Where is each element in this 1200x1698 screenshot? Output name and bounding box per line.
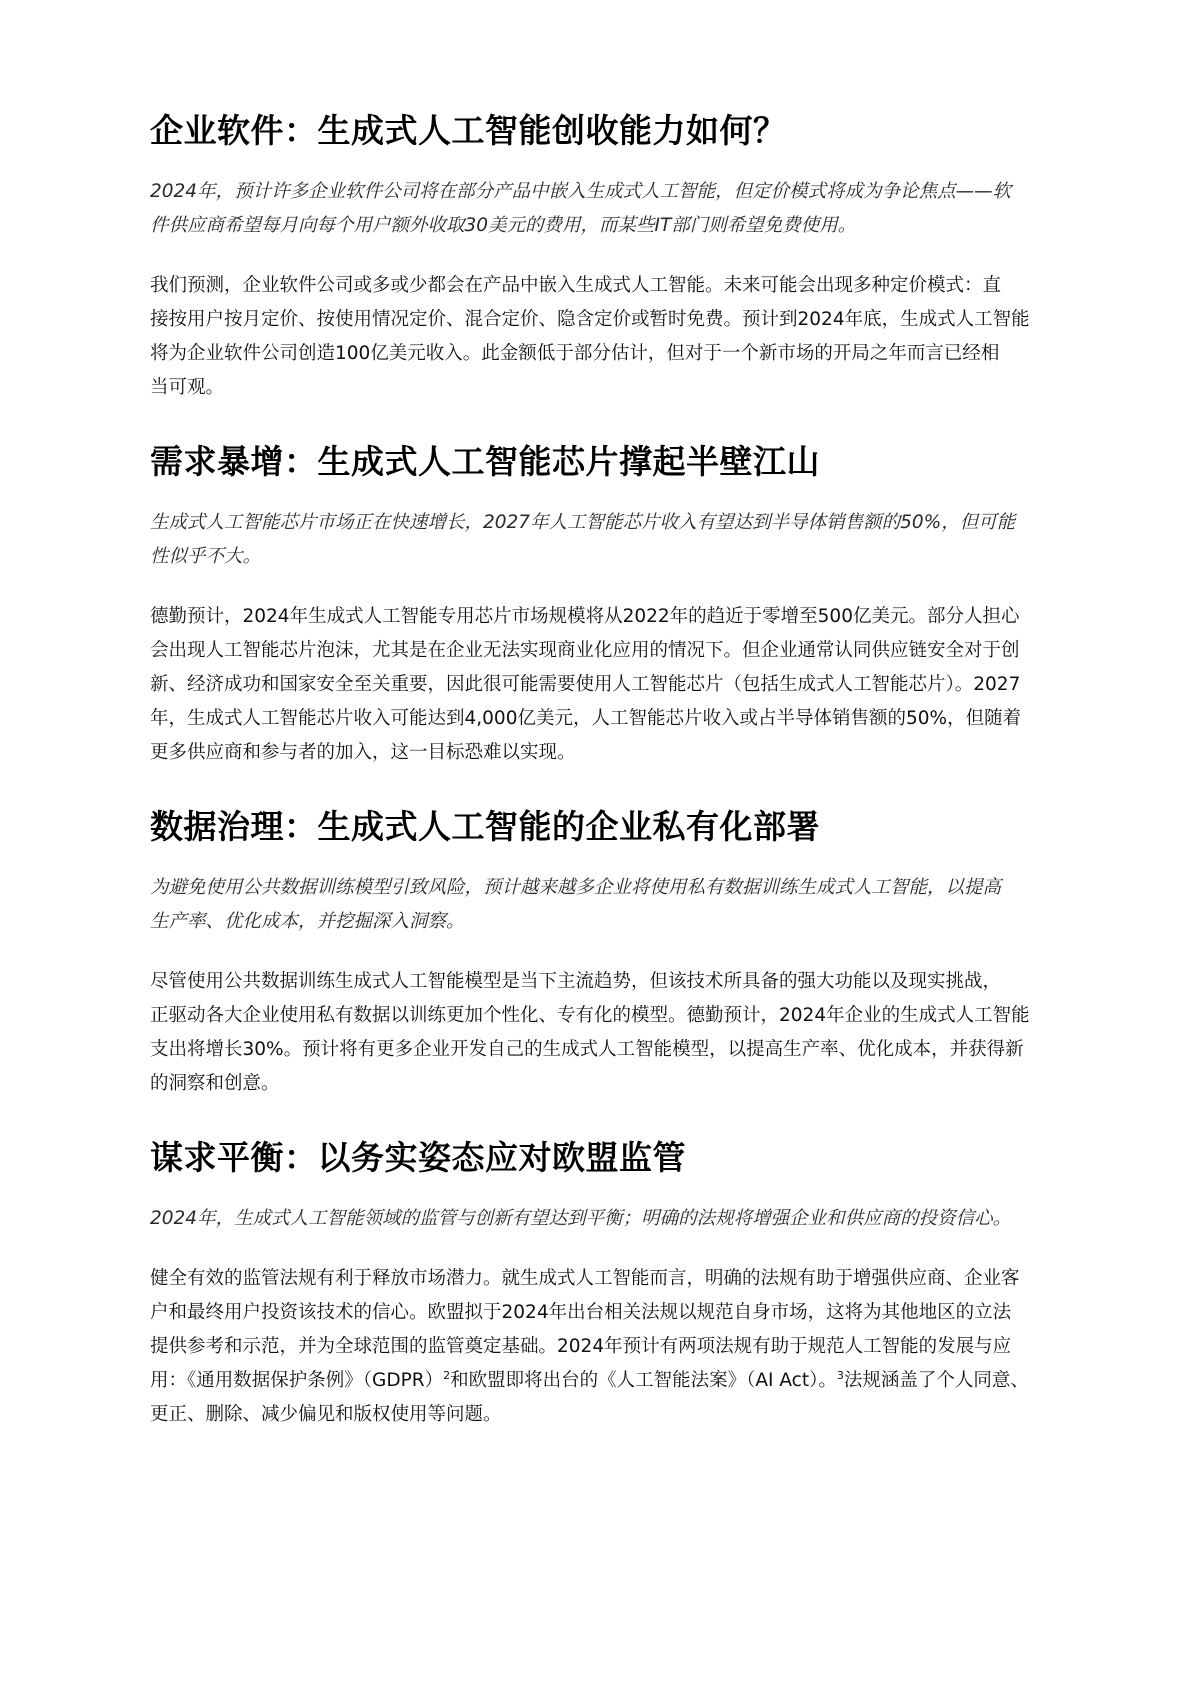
- section-summary: [150, 175, 1080, 243]
- text-line: 的洞察和创意。: [150, 1073, 280, 1094]
- text-line: 新、经济成功和国家安全至关重要，因此很可能需要使用人工智能芯片（包括生成式人工智能芯片）。2027: [150, 674, 1021, 695]
- footnote-ref-3[interactable]: 3: [836, 1368, 844, 1382]
- section-heading-enterprise-software: 企业软件：生成式人工智能创收能力如何？: [150, 111, 787, 150]
- text-line: 正驱动各大企业使用私有数据以训练更加个性化、专有化的模型。德勤预计，2024年企业的生成式人工智能: [150, 1005, 1030, 1026]
- text-fragment: 用：《通用数据保护条例》（GDPR）: [150, 1370, 444, 1391]
- text-line: 为避免使用公共数据训练模型引致风险，预计越来越多企业将使用私有数据训练生成式人工智能，以提高: [150, 877, 1002, 898]
- section-summary: [150, 871, 1080, 939]
- text-line: 生产率、优化成本，并挖掘深入洞察。: [150, 911, 465, 932]
- section-heading-eu-regulation: 谋求平衡：以务实姿态应对欧盟监管: [150, 1138, 686, 1177]
- section-body: [150, 600, 1080, 770]
- text-line: 更正、删除、减少偏见和版权使用等问题。: [150, 1404, 502, 1425]
- text-line: 将为企业软件公司创造100亿美元收入。此金额低于部分估计，但对于一个新市场的开局之年而言已经相: [150, 343, 1000, 364]
- text-line: 更多供应商和参与者的加入，这一目标恐难以实现。: [150, 742, 576, 763]
- section-summary: [150, 506, 1080, 574]
- text-line: 件供应商希望每月向每个用户额外收取30美元的费用，而某些IT部门则希望免费使用。: [150, 215, 857, 236]
- text-fragment: 和欧盟即将出台的《人工智能法案》（AI Act）。: [450, 1370, 837, 1391]
- text-line: 性似乎不大。: [150, 546, 262, 567]
- text-line: 年，生成式人工智能芯片收入可能达到4,000亿美元，人工智能芯片收入或占半导体销售额的50%，但随着: [150, 708, 1022, 729]
- section-heading-data-governance: 数据治理：生成式人工智能的企业私有化部署: [150, 807, 820, 846]
- section-body: [150, 1262, 1080, 1432]
- text-line: 健全有效的监管法规有利于释放市场潜力。就生成式人工智能而言，明确的法规有助于增强供应商、企业客: [150, 1268, 1020, 1289]
- text-line: 尽管使用公共数据训练生成式人工智能模型是当下主流趋势，但该技术所具备的强大功能以及现实挑战，: [150, 971, 1002, 992]
- text-line: 提供参考和示范，并为全球范围的监管奠定基础。2024年预计有两项法规有助于规范人工智能的发展与应: [150, 1336, 1012, 1357]
- section-body: [150, 965, 1080, 1101]
- text-line: 接按用户按月定价、按使用情况定价、混合定价、隐含定价或暂时免费。预计到2024年底，生成式人工智能: [150, 309, 1030, 330]
- text-line: 会出现人工智能芯片泡沫，尤其是在企业无法实现商业化应用的情况下。但企业通常认同供应链安全对于创: [150, 640, 1020, 661]
- text-line: 户和最终用户投资该技术的信心。欧盟拟于2024年出台相关法规以规范自身市场，这将为其他地区的立法: [150, 1302, 1012, 1323]
- document-page: [150, 106, 1080, 1458]
- text-fragment: 法规涵盖了个人同意、: [843, 1370, 1029, 1391]
- text-line: 2024年，生成式人工智能领域的监管与创新有望达到平衡；明确的法规将增强企业和供应商的投资信心。: [150, 1208, 1012, 1229]
- text-line: 支出将增长30%。预计将有更多企业开发自己的生成式人工智能模型，以提高生产率、优化成本，并获得新: [150, 1039, 1024, 1060]
- text-line: 我们预测，企业软件公司或多或少都会在产品中嵌入生成式人工智能。未来可能会出现多种定价模式：直: [150, 275, 1002, 296]
- text-line: 生成式人工智能芯片市场正在快速增长，2027年人工智能芯片收入有望达到半导体销售额的50%，但可能: [150, 512, 1016, 533]
- text-line: 德勤预计，2024年生成式人工智能专用芯片市场规模将从2022年的趋近于零增至500亿美元。部分人担心: [150, 606, 1020, 627]
- text-line: 当可观。: [150, 377, 225, 398]
- section-heading-ai-chips: 需求暴增：生成式人工智能芯片撑起半壁江山: [150, 442, 820, 481]
- footnote-ref-2[interactable]: 2: [443, 1368, 451, 1382]
- text-line: 2024年，预计许多企业软件公司将在部分产品中嵌入生成式人工智能，但定价模式将成为争论焦点——软: [150, 181, 1012, 202]
- section-summary: [150, 1202, 1080, 1236]
- section-body: [150, 269, 1080, 405]
- text-line: [150, 1364, 1080, 1398]
